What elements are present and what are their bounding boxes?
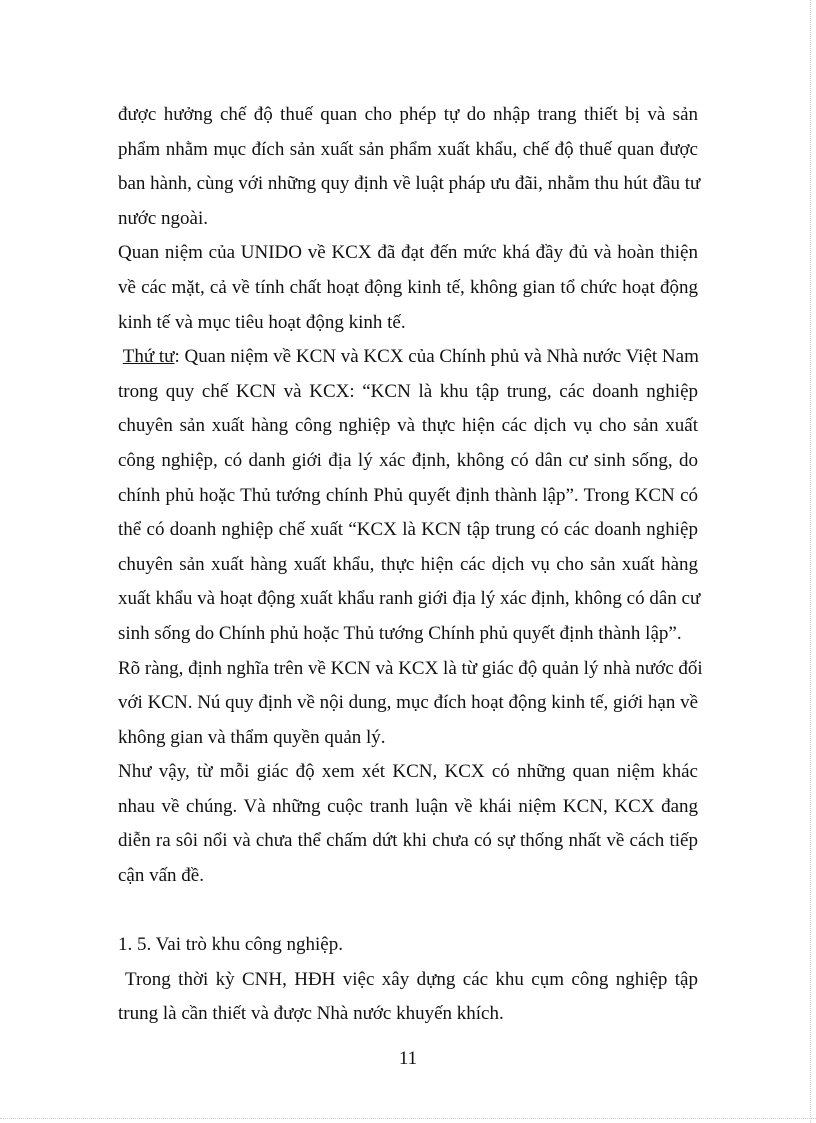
blank-line — [118, 894, 698, 929]
text-line: với KCN. Nú quy định về nội dung, mục đích hoạt động kinh tế, giới hạn về — [118, 692, 699, 714]
text-line: công nghiệp, có danh giới địa lý xác định, không có dân cư sinh sống, do — [118, 449, 698, 471]
text-line: phẩm nhằm mục đích sản xuất sản phẩm xuất khẩu, chế độ thuế quan được — [118, 138, 698, 160]
text-line: sinh sống do Chính phủ hoặc Thủ tướng Chính phủ quyết định thành lập”. — [118, 622, 682, 644]
text-line: kinh tế và mục tiêu hoạt động kinh tế. — [118, 311, 406, 333]
text-line: trung là cần thiết và được Nhà nước khuyến khích. — [118, 1003, 504, 1025]
text-line: xuất khẩu và hoạt động xuất khẩu ranh giới địa lý xác định, không có dân cư — [118, 588, 701, 610]
page-edge-divider — [810, 0, 811, 1123]
underlined-lead: Thứ tư — [122, 346, 175, 368]
text-line: thể có doanh nghiệp chế xuất “KCX là KCN tập trung có các doanh nghiệp — [118, 519, 698, 541]
paragraph-2 — [118, 236, 698, 340]
text-line: Như vậy, từ mỗi giác độ xem xét KCN, KCX có những quan niệm khác — [118, 761, 698, 783]
text-line: trong quy chế KCN và KCX: “KCN là khu tập trung, các doanh nghiệp — [118, 380, 698, 402]
section-paragraph — [118, 963, 698, 1032]
text-line: Trong thời kỳ CNH, HĐH việc xây dựng các khu cụm công nghiệp tập — [118, 968, 698, 990]
text-line: diễn ra sôi nổi và chưa thể chấm dứt khi chưa có sự thống nhất về cách tiếp — [118, 830, 698, 852]
text-line: chuyên sản xuất hàng công nghiệp và thực hiện các dịch vụ cho sản xuất — [118, 415, 698, 437]
text-line: được hưởng chế độ thuế quan cho phép tự do nhập trang thiết bị và sản — [118, 104, 698, 125]
page-content — [118, 98, 703, 1032]
text-line: ban hành, cùng với những quy định về luật pháp ưu đãi, nhằm thu hút đầu tư — [118, 173, 701, 195]
text-line: chuyên sản xuất hàng xuất khẩu, thực hiện các dịch vụ cho sản xuất hàng — [118, 553, 698, 575]
paragraph-5 — [118, 755, 698, 893]
text-line: Rõ ràng, định nghĩa trên về KCN và KCX là từ giác độ quản lý nhà nước đối — [118, 657, 703, 679]
text-line — [118, 340, 698, 375]
text-line: chính phủ hoặc Thủ tướng chính Phủ quyết định thành lập”. Trong KCN có — [118, 484, 698, 506]
text-line: không gian và thẩm quyền quản lý. — [118, 726, 386, 748]
text-line: nước ngoài. — [118, 207, 208, 229]
text-line: Quan niệm của UNIDO về KCX đã đạt đến mức khá đầy đủ và hoàn thiện — [118, 242, 698, 264]
text-line: cận vấn đề. — [118, 865, 204, 887]
paragraph-3 — [118, 340, 701, 651]
paragraph-1 — [118, 98, 701, 236]
paragraph-4 — [118, 652, 703, 756]
page-bottom-divider — [0, 1118, 816, 1119]
page-number: 11 — [398, 1048, 418, 1069]
section-heading: 1. 5. Vai trò khu công nghiệp. — [118, 934, 343, 956]
text-line: nhau về chúng. Và những cuộc tranh luận về khái niệm KCN, KCX đang — [118, 795, 698, 817]
lead-continuation: : Quan niệm về KCN và KCX của Chính phủ và Nhà nước Việt Nam — [174, 346, 699, 368]
text-line: về các mặt, cả về tính chất hoạt động kinh tế, không gian tổ chức hoạt động — [118, 276, 698, 298]
